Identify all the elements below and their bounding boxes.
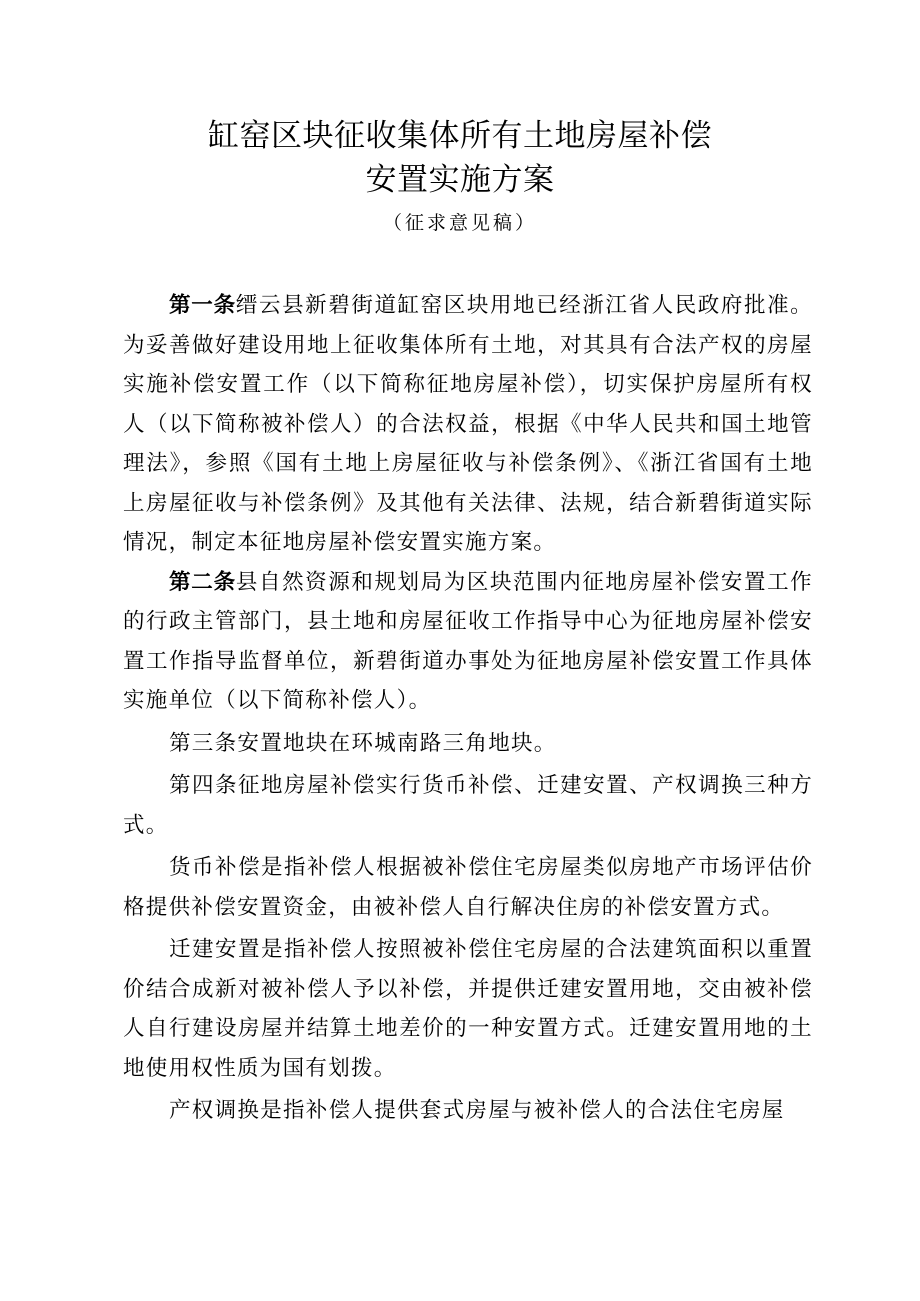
article-4-paragraph (123, 766, 813, 845)
relocation-paragraph (123, 930, 813, 1088)
article-3-paragraph (123, 724, 813, 764)
article-1-heading: 第一条 (169, 293, 236, 318)
article-4-text: 第四条征地房屋补偿实行货币补偿、迁建安置、产权调换三种方式。 (123, 773, 813, 838)
property-exchange-text: 产权调换是指补偿人提供套式房屋与被补偿人的合法住宅房屋 (169, 1098, 785, 1123)
article-2-heading: 第二条 (169, 569, 236, 595)
monetary-compensation-paragraph (123, 848, 813, 927)
document-subtitle: （征求意见稿） (382, 212, 537, 234)
article-2-text: 县自然资源和规划局为区块范围内征地房屋补偿安置工作的行政主管部门，县土地和房屋征收工作指导中心为征地房屋补偿安置工作指导监督单位，新碧街道办事处为征地房屋补偿安置工作具体实施单位（以下简称补偿人）。 (123, 569, 813, 713)
article-3-text: 第三条安置地块在环城南路三角地块。 (169, 730, 557, 756)
document-title-line-1: 缸窑区块征收集体所有土地房屋补偿 (208, 118, 712, 154)
document-body (123, 286, 813, 1131)
relocation-text: 迁建安置是指补偿人按照被补偿住宅房屋的合法建筑面积以重置价结合成新对被补偿人予以补偿，并提供迁建安置用地，交由被补偿人自行建设房屋并结算土地差价的一种安置方式。迁建安置用地的土地使用权性质为国有划拨。 (123, 937, 813, 1081)
article-1-text: 缙云县新碧街道缸窑区块用地已经浙江省人民政府批准。为妥善做好建设用地上征收集体所有土地，对其具有合法产权的房屋实施补偿安置工作（以下简称征地房屋补偿），切实保护房屋所有权人（以下简称被补偿人）的合法权益，根据《中华人民共和国土地管理法》，参照《国有土地上房屋征收与补偿条例》、《浙江省国有土地上房屋征收与补偿条例》及其他有关法律、法规，结合新碧街道实际情况，制定本征地房屋补偿安置实施方案。 (123, 293, 813, 555)
article-1-paragraph (123, 286, 813, 563)
property-exchange-paragraph (123, 1091, 813, 1131)
document-title-line-2: 安置实施方案 (365, 162, 555, 198)
monetary-compensation-text: 货币补偿是指补偿人根据被补偿住宅房屋类似房地产市场评估价格提供补偿安置资金，由被补偿人自行解决住房的补偿安置方式。 (123, 855, 813, 920)
article-2-paragraph (123, 563, 813, 721)
